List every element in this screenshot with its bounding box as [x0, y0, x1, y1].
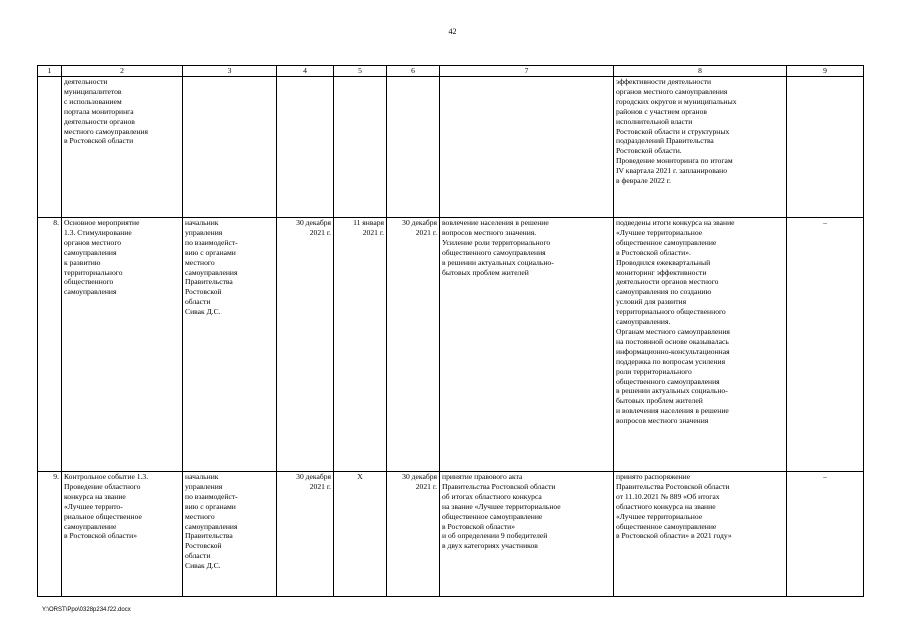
reasons: –: [787, 218, 864, 472]
responsible-executor: [183, 77, 277, 218]
row-number: 9.: [38, 472, 62, 597]
table-row: [38, 472, 864, 597]
page-number: 42: [448, 27, 457, 36]
column-number: 4: [277, 66, 334, 77]
fact-start-date: [334, 77, 387, 218]
plan-date: [277, 77, 334, 218]
measure-name: деятельности муниципалитетов с использованием портала мониторинга деятельности органов местного самоуправления в Ростовской области: [62, 77, 183, 218]
column-number: 2: [62, 66, 183, 77]
table-row: [38, 218, 864, 472]
report-table: [37, 65, 864, 597]
column-number: 7: [440, 66, 614, 77]
column-number: 1: [38, 66, 62, 77]
fact-end-date: 30 декабря 2021 г.: [387, 472, 440, 597]
plan-date: 30 декабря 2021 г.: [277, 218, 334, 472]
measure-name: Основное мероприятие 1.3. Стимулирование органов местного самоуправления к развитию территориального общественного самоуправления: [62, 218, 183, 472]
expected-results: принятие правового акта Правительства Ростовской области об итогах областного конкурса на звание «Лучшее территориальное общественное самоуправление в Ростовской области» и об определении 9 победителей в двух категориях участников: [440, 472, 614, 597]
fact-end-date: [387, 77, 440, 218]
actual-results: подведены итоги конкурса на звание «Лучшее территориальное общественное самоуправление в Ростовской области». Проводился ежеквартальный мониторинг эффективности деятельности органов местного самоуправления по созданию условий для развития территориального общественного самоуправления. Органам местного самоуправления на постоянной основе оказывалась информационно-консультационная поддержка по вопросам усиления роли территориального общественного самоуправления в решении актуальных социально- бытовых проблем жителей и вовлечения населения в решение вопросов местного значения: [614, 218, 787, 472]
footer-file-path: Y:\ORST\Ppo\0328p234.f22.docx: [42, 607, 131, 613]
fact-end-date: 30 декабря 2021 г.: [387, 218, 440, 472]
column-number: 3: [183, 66, 277, 77]
reasons: [787, 77, 864, 218]
expected-results: [440, 77, 614, 218]
column-number: 6: [387, 66, 440, 77]
responsible-executor: начальник управления по взаимодейст- вию с органами местного самоуправления Правительства Ростовской области Сивак Д.С.: [183, 218, 277, 472]
plan-date: 30 декабря 2021 г.: [277, 472, 334, 597]
reasons: –: [787, 472, 864, 597]
column-number: 9: [787, 66, 864, 77]
fact-start-date: Х: [334, 472, 387, 597]
fact-start-date: 11 января 2021 г.: [334, 218, 387, 472]
column-number: 5: [334, 66, 387, 77]
expected-results: вовлечение населения в решение вопросов местного значения. Усиление роли территориального общественного самоуправления в решении актуальных социально- бытовых проблем жителей: [440, 218, 614, 472]
actual-results: эффективности деятельности органов местного самоуправления городских округов и муниципальных районов с участием органов исполнительной власти Ростовской области и структурных подразделений Правительства Ростовской области. Проведение мониторинга по итогам IV квартала 2021 г. запланировано в феврале 2022 г.: [614, 77, 787, 218]
responsible-executor: начальник управления по взаимодейст- вию с органами местного самоуправления Правительства Ростовской области Сивак Д.С.: [183, 472, 277, 597]
column-number: 8: [614, 66, 787, 77]
column-numbers-row: [38, 66, 864, 77]
row-number: [38, 77, 62, 218]
actual-results: принято распоряжение Правительства Ростовской области от 11.10.2021 № 889 «Об итогах областного конкурса на звание «Лучшее территориальное общественное самоуправление в Ростовской области» в 2021 году»: [614, 472, 787, 597]
measure-name: Контрольное событие 1.3. Проведение областного конкурса на звание «Лучшее террито- риальное общественное самоуправление в Ростовской области»: [62, 472, 183, 597]
table-row: [38, 77, 864, 218]
row-number: 8.: [38, 218, 62, 472]
